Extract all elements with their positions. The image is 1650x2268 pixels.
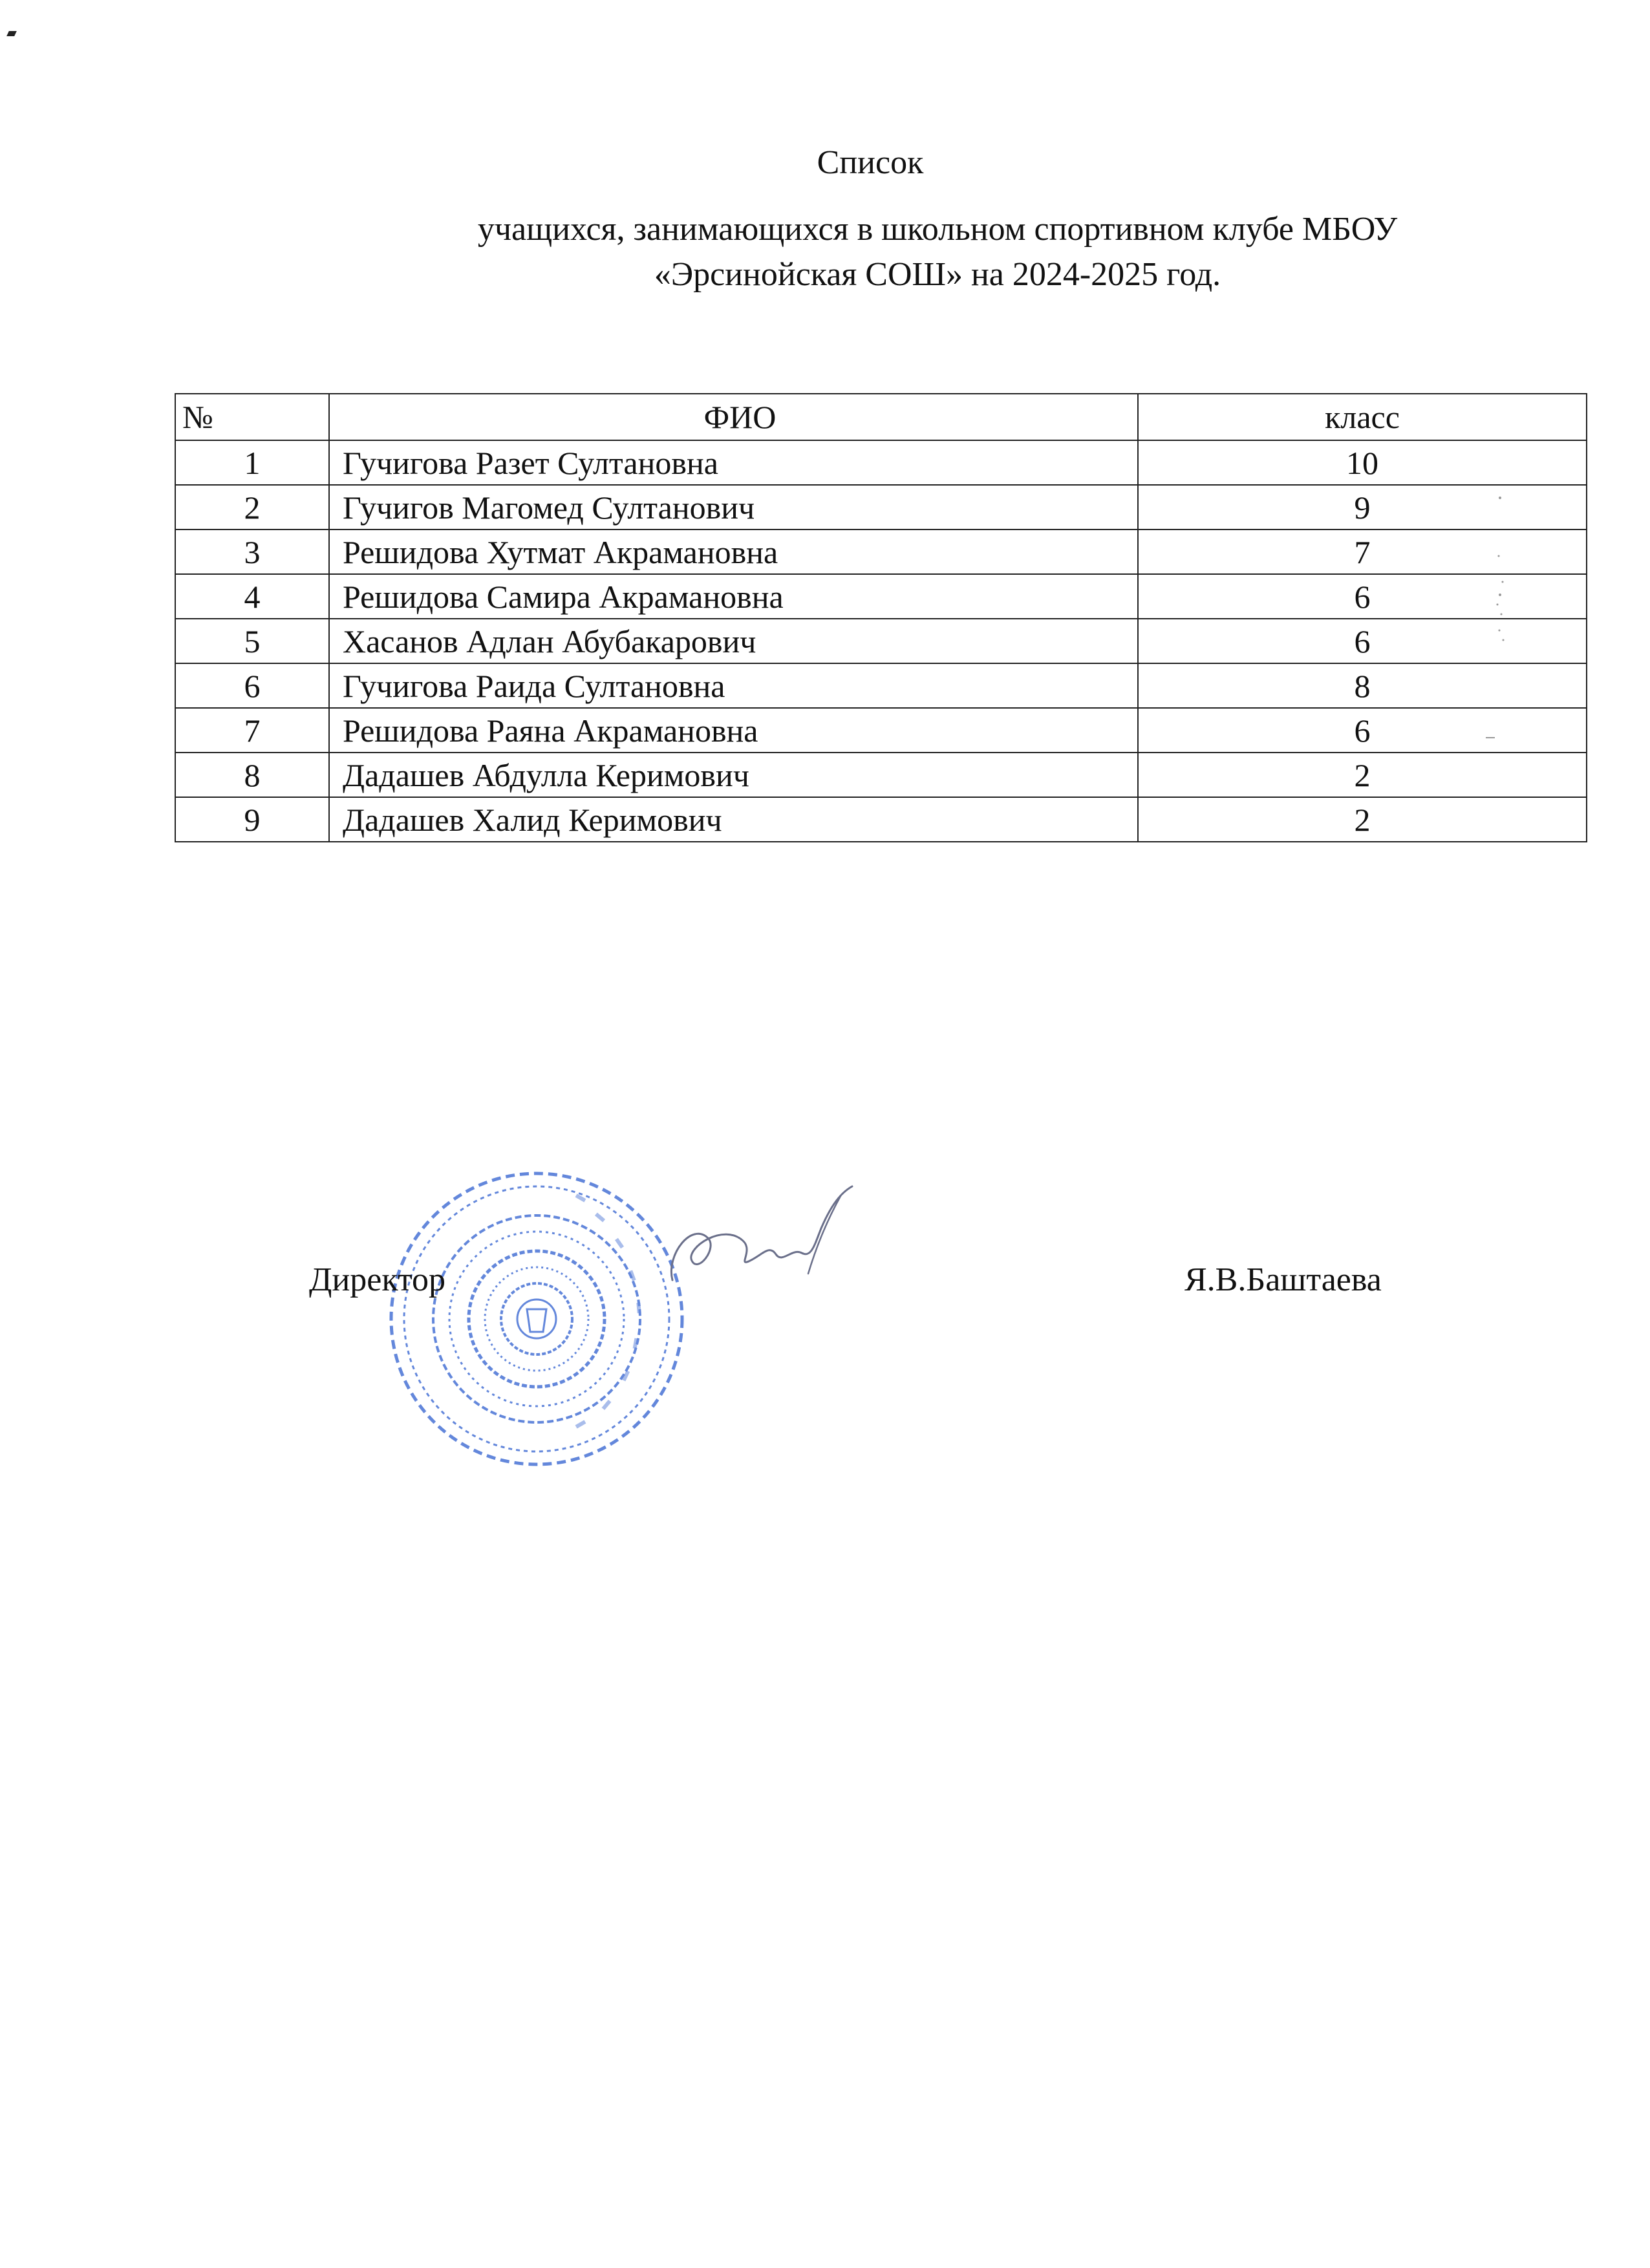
students-table <box>175 393 1587 842</box>
table-row <box>175 574 1587 619</box>
row-number: 1 <box>175 440 329 485</box>
row-class: 6 <box>1138 708 1587 753</box>
footer-role-label: Директор <box>309 1261 445 1298</box>
row-name: Дадашев Абдулла Керимович <box>329 753 1138 797</box>
row-class: 7 <box>1138 530 1587 574</box>
table-row <box>175 708 1587 753</box>
row-name: Дадашев Халид Керимович <box>329 797 1138 842</box>
row-number: 9 <box>175 797 329 842</box>
document-subtitle <box>362 207 1513 297</box>
handwritten-signature-icon <box>647 1183 879 1312</box>
header-class: класс <box>1138 394 1587 440</box>
row-class: 8 <box>1138 663 1587 708</box>
table-row <box>175 440 1587 485</box>
table-row <box>175 753 1587 797</box>
row-number: 7 <box>175 708 329 753</box>
row-name: Решидова Самира Акрамановна <box>329 574 1138 619</box>
row-class: 10 <box>1138 440 1587 485</box>
table-row <box>175 797 1587 842</box>
scan-specks <box>1481 491 1519 763</box>
table-header-row <box>175 394 1587 440</box>
row-number: 4 <box>175 574 329 619</box>
row-class: 2 <box>1138 753 1587 797</box>
table-row <box>175 619 1587 663</box>
row-name: Гучигова Разет Султановна <box>329 440 1138 485</box>
row-class: 2 <box>1138 797 1587 842</box>
row-class: 6 <box>1138 574 1587 619</box>
table-row <box>175 530 1587 574</box>
row-class: 6 <box>1138 619 1587 663</box>
table-row <box>175 485 1587 530</box>
table-row <box>175 663 1587 708</box>
row-name: Гучигов Магомед Султанович <box>329 485 1138 530</box>
subtitle-line-1: учащихся, занимающихся в школьном спортивном клубе МБОУ <box>477 211 1398 248</box>
row-name: Решидова Хутмат Акрамановна <box>329 530 1138 574</box>
header-name: ФИО <box>329 394 1138 440</box>
row-number: 6 <box>175 663 329 708</box>
row-number: 8 <box>175 753 329 797</box>
scan-artifact-mark <box>6 31 17 36</box>
row-name: Гучигова Раида Султановна <box>329 663 1138 708</box>
row-number: 2 <box>175 485 329 530</box>
row-name: Хасанов Адлан Абубакарович <box>329 619 1138 663</box>
document-title: Список <box>817 144 924 181</box>
row-class: 9 <box>1138 485 1587 530</box>
row-number: 3 <box>175 530 329 574</box>
footer-signer-name: Я.В.Баштаева <box>1184 1261 1382 1298</box>
row-number: 5 <box>175 619 329 663</box>
header-number: № <box>175 394 329 440</box>
row-name: Решидова Раяна Акрамановна <box>329 708 1138 753</box>
subtitle-line-2: «Эрсинойская СОШ» на 2024-2025 год. <box>654 256 1221 293</box>
